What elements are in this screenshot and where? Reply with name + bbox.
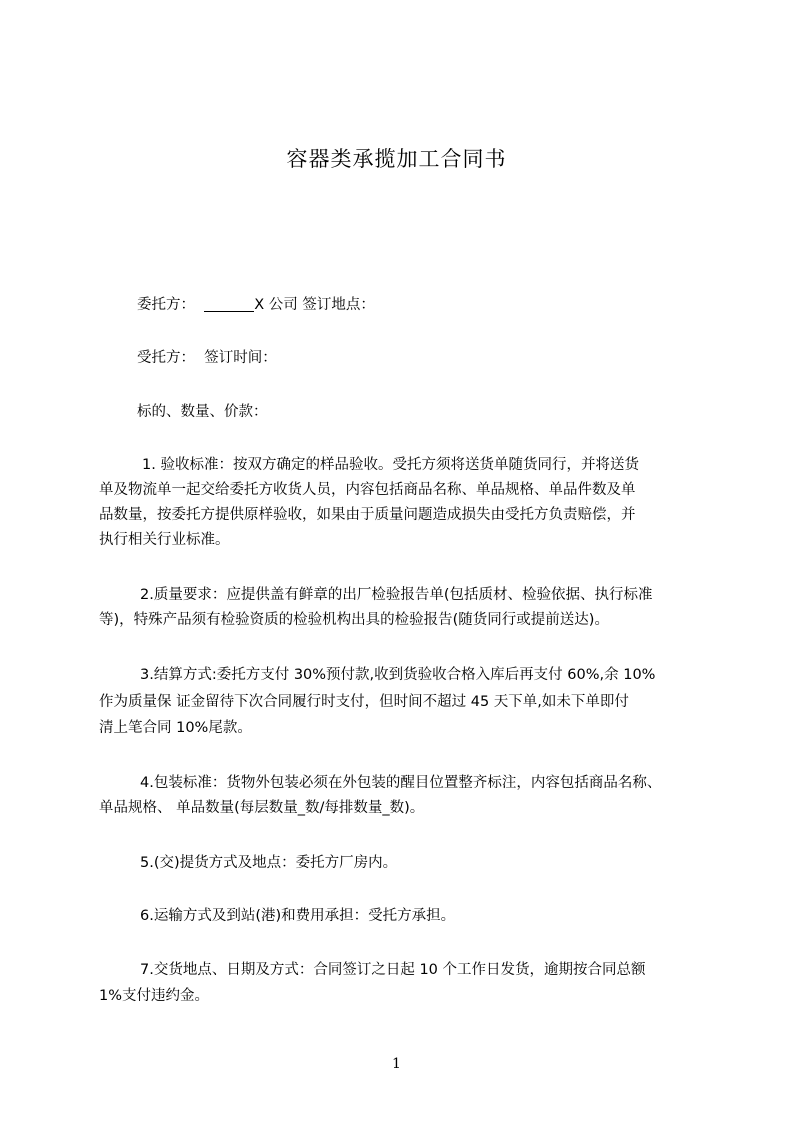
clause-3-line-1: 3.结算方式:委托方支付 30%预付款,收到货验收合格入库后再支付 60%,余 10% — [140, 667, 656, 683]
clause-1-line-4: 执行相关行业标准。 — [99, 532, 230, 548]
clause-2-line-2: 等)，特殊产品须有检验资质的检验机构出具的检验报告(随货同行或提前送达)。 — [99, 612, 609, 628]
client-line — [137, 293, 375, 314]
clause-6-line-1: 6.运输方式及到站(港)和费用承担：受托方承担。 — [140, 908, 456, 924]
client-value: X 公司 — [254, 297, 298, 313]
clause-1-line-3: 品数量，按委托方提供原样验收，如果由于质量问题造成损失由受托方负责赔偿，并 — [99, 507, 636, 523]
page-number: 1 — [392, 1056, 401, 1072]
clause-1-line-2: 单及物流单一起交给委托方收货人员，内容包括商品名称、单品规格、单品件数及单 — [99, 482, 636, 498]
contractor-line — [137, 346, 277, 367]
clause-7-line-1: 7.交货地点、日期及方式：合同签订之日起 10 个工作日发货，逾期按合同总额 — [140, 962, 646, 978]
client-label: 委托方： — [137, 297, 195, 313]
client-blank — [204, 296, 254, 312]
document-title: 容器类承揽加工合同书 — [286, 147, 507, 171]
clause-4-line-1: 4.包装标准：货物外包装必须在外包装的醒目位置整齐标注，内容包括商品名称、 — [140, 775, 662, 791]
clause-5-line-1: 5.(交)提货方式及地点：委托方厂房内。 — [140, 855, 398, 871]
clause-1-line-1: 1. 验收标准：按双方确定的样品验收。受托方须将送货单随货同行，并将送货 — [142, 457, 639, 473]
clause-3-line-2: 作为质量保 证金留待下次合同履行时支付，但时间不超过 45 天下单,如未下单即付 — [99, 694, 629, 710]
sign-place-label: 签订地点： — [302, 297, 375, 313]
clause-4-line-2: 单品规格、 单品数量(每层数量_数/每排数量_数)。 — [99, 800, 425, 816]
clause-2-line-1: 2.质量要求：应提供盖有鲜章的出厂检验报告单(包括质材、检验依据、执行标准 — [140, 587, 653, 603]
clause-3-line-3: 清上笔合同 10%尾款。 — [99, 720, 252, 736]
subject-line: 标的、数量、价款： — [137, 404, 268, 420]
sign-time-label: 签订时间： — [204, 350, 277, 366]
clause-7-line-2: 1%支付违约金。 — [99, 988, 210, 1004]
contractor-label: 受托方： — [137, 350, 195, 366]
